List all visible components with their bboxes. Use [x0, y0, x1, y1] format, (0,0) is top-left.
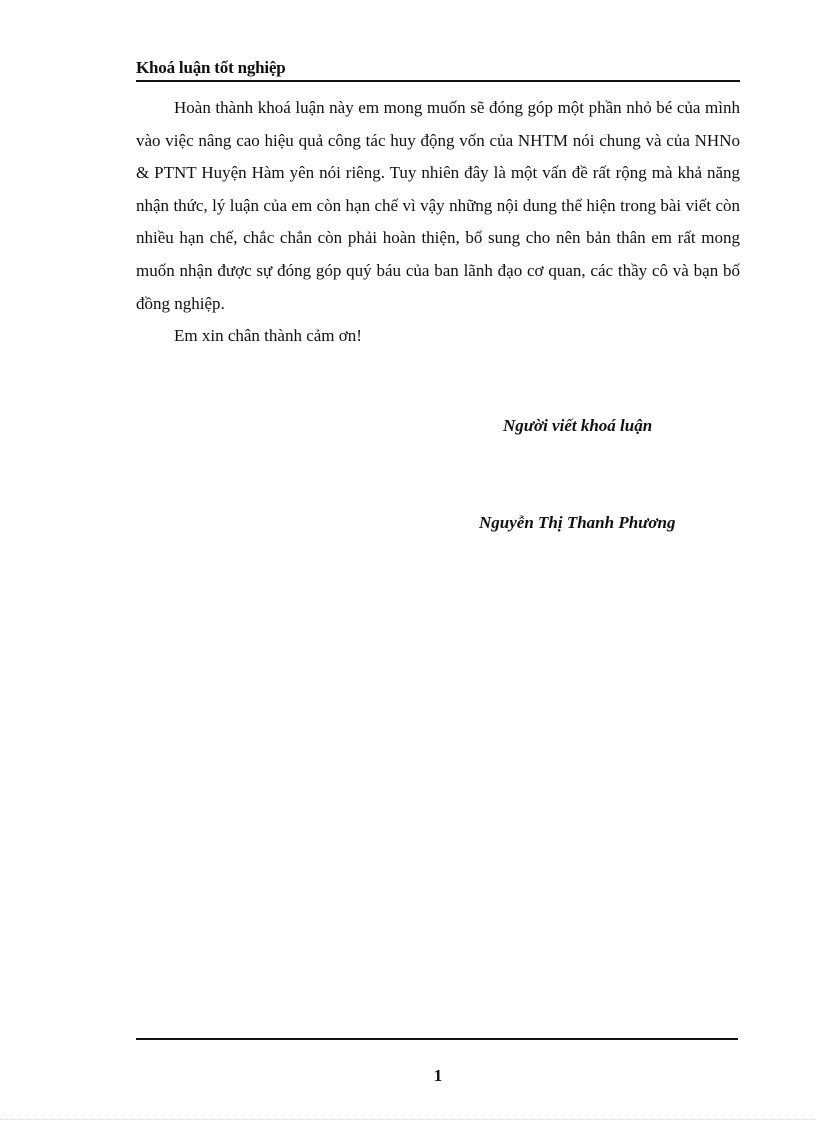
page-header	[136, 58, 740, 82]
body-paragraph: Hoàn thành khoá luận này em mong muốn sẽ đóng góp một phần nhỏ bé của mình vào việc nâng cao hiệu quả công tác huy động vốn của NHTM nói chung và của NHNo & PTNT Huyện Hàm yên nói riêng. Tuy nhiên đây là một vấn đề rất rộng mà khả năng nhận thức, lý luận của em còn hạn chế vì vậy những nội dung thể hiện trong bài viết còn nhiều hạn chế, chắc chắn còn phải hoàn thiện, bổ sung cho nên bản thân em rất mong muốn nhận được sự đóng góp quý báu của ban lãnh đạo cơ quan, các thầy cô và bạn bố đồng nghiệp.	[136, 98, 740, 313]
signature-name: Nguyễn Thị Thanh Phương	[479, 513, 676, 532]
footer-rule	[136, 1038, 738, 1040]
page-number: 1	[433, 1066, 443, 1085]
document-body	[136, 92, 740, 353]
header-title: Khoá luận tốt nghiệp	[136, 58, 286, 77]
closing-paragraph: Em xin chân thành cảm ơn!	[174, 326, 362, 346]
signature-title: Người viết khoá luận	[503, 416, 653, 435]
page-bottom-divider	[0, 1119, 816, 1120]
